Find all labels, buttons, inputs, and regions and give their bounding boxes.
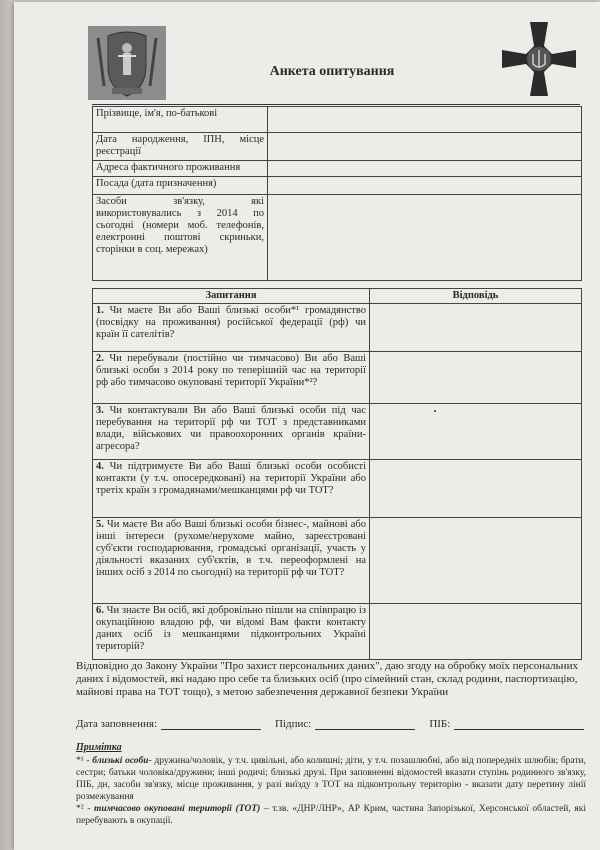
question-text: Чи контактували Ви або Ваші близькі особи під час перебування на території рф чи ТОТ з представниками влади, військових чи правоохоронних органів країни-агресора? [96, 405, 366, 452]
question-6 [93, 604, 370, 660]
footnote-mark: *² - [76, 804, 91, 814]
full-name-field[interactable] [268, 107, 582, 133]
name-line-field[interactable] [454, 719, 584, 730]
consent-paragraph: Відповідно до Закону України "Про захист персональних даних", даю згоду на обробку моїх персональних даних і відомостей, які надаю про себе та близьких осіб (про сімейний стан, склад родини, паспортизацію, майнові права на ТОТ тощо), з метою забезпечення державної безпеки України [76, 660, 578, 698]
question-number: 3. [96, 405, 104, 416]
form-title: Анкета опитування [269, 64, 395, 79]
footnotes [76, 755, 586, 827]
row-label-address: Адреса фактичного проживання [93, 161, 268, 177]
answer-6-field[interactable] [370, 604, 582, 660]
signature-label: Підпис: [275, 718, 312, 730]
footnote-text: – т.зв. «ДНР/ЛНР», АР Крим, частина Запорізької, Херсонської областей, які перебувають в окупації. [76, 804, 586, 826]
row-label-contacts: Засоби зв'язку, які використовувались з 2014 по сьогодні (номери моб. телефонів, електронні поштові скриньки, сторінки в соц. мережах) [93, 195, 268, 281]
footnote-1 [76, 755, 586, 803]
answer-5-field[interactable] [370, 518, 582, 604]
question-text: Чи перебували (постійно чи тимчасово) Ви або Ваші близькі особи з 2014 року по теперішній час на території рф або тимчасово окуповані території України*²? [96, 353, 366, 388]
question-text: Чи підтримуєте Ви або Ваші близькі особи особисті контакти (у т.ч. опосередковані) на території України або третіх країн з громадянами/мешканцями рф чи ТОТ? [96, 461, 366, 496]
table-row [93, 460, 582, 518]
row-label-birth-date: Дата народження, ІПН, місце реєстрації [93, 133, 268, 161]
table-row [93, 404, 582, 460]
answer-1-field[interactable] [370, 304, 582, 352]
question-number: 1. [96, 305, 104, 316]
question-5 [93, 518, 370, 604]
question-number: 6. [96, 605, 104, 616]
address-field[interactable] [268, 161, 582, 177]
table-row [93, 161, 582, 177]
contacts-field[interactable] [268, 195, 582, 281]
note-heading: Примітка [76, 742, 122, 753]
date-line-field[interactable] [161, 719, 261, 730]
answer-2-field[interactable] [370, 352, 582, 404]
question-number: 5. [96, 519, 104, 530]
column-header-answer: Відповідь [370, 289, 582, 304]
date-label: Дата заповнення: [76, 718, 157, 730]
signature-line-field[interactable] [315, 719, 415, 730]
name-label: ПІБ: [429, 718, 451, 730]
table-header-row [93, 289, 582, 304]
birth-date-field[interactable] [268, 133, 582, 161]
footnote-term: тимчасово окуповані території (ТОТ) [93, 804, 261, 814]
question-number: 4. [96, 461, 104, 472]
position-field[interactable] [268, 177, 582, 195]
footnote-term: близькі особи- [92, 756, 152, 766]
title-underline [92, 104, 580, 105]
table-row [93, 352, 582, 404]
table-row [93, 518, 582, 604]
table-row [93, 107, 582, 133]
questions-table [92, 288, 582, 660]
question-4 [93, 460, 370, 518]
table-row [93, 177, 582, 195]
question-2 [93, 352, 370, 404]
question-text: Чи маєте Ви або Ваші близькі особи бізнес-, майнові або інші інтереси (рухоме/нерухоме майно, зареєстровані суб'єкти господарювання, громадські організації, участь у діяльності вказаних суб'єктів, в т.ч. переоформлені на інших осіб з 2014 по сьогодні) на території рф чи ТОТ? [96, 519, 366, 578]
speck [434, 410, 436, 412]
table-row [93, 604, 582, 660]
page-edge [0, 0, 14, 850]
footnote-mark: *¹ - [76, 756, 90, 766]
row-label-position: Посада (дата призначення) [93, 177, 268, 195]
ssu-cross-emblem-icon [500, 20, 578, 98]
answer-3-field[interactable] [370, 404, 582, 460]
question-3 [93, 404, 370, 460]
question-number: 2. [96, 353, 104, 364]
answer-4-field[interactable] [370, 460, 582, 518]
table-row [93, 133, 582, 161]
personal-info-table [92, 106, 582, 281]
question-text: Чи маєте Ви або Ваші близькі особи*¹ громадянство (посвідку на проживання) російської федерації (рф) чи країн її сателітів? [96, 305, 366, 340]
row-label-full-name: Прізвище, ім'я, по-батькові [93, 107, 268, 133]
signature-row [76, 718, 586, 730]
footnote-text: дружина/чоловік, у т.ч. цивільні, або колишні; діти, у т.ч. позашлюбні, або від попередніх шлюбів; брати, сестри; батьки чоловіка/дружини; інші родичі; близькі друзі. При заповненні відомостей вказати ступінь родинного зв'язку, ПІБ, дн, засоби зв'язку, місце проживання, у разі виїзду з ТОТ на підконтрольну територію - вказати дату перетину лінії розмежування [76, 756, 586, 802]
regional-coat-of-arms-icon [88, 26, 166, 100]
question-text: Чи знаєте Ви осіб, які добровільно пішли на співпрацю із окупаційною владою рф, чи відомі Вам факти контакту даних осіб із мешканцями підконтрольних Україні територій? [96, 605, 366, 652]
footnote-2 [76, 803, 586, 827]
table-row [93, 304, 582, 352]
question-1 [93, 304, 370, 352]
column-header-question: Запитання [93, 289, 370, 304]
table-row [93, 195, 582, 281]
